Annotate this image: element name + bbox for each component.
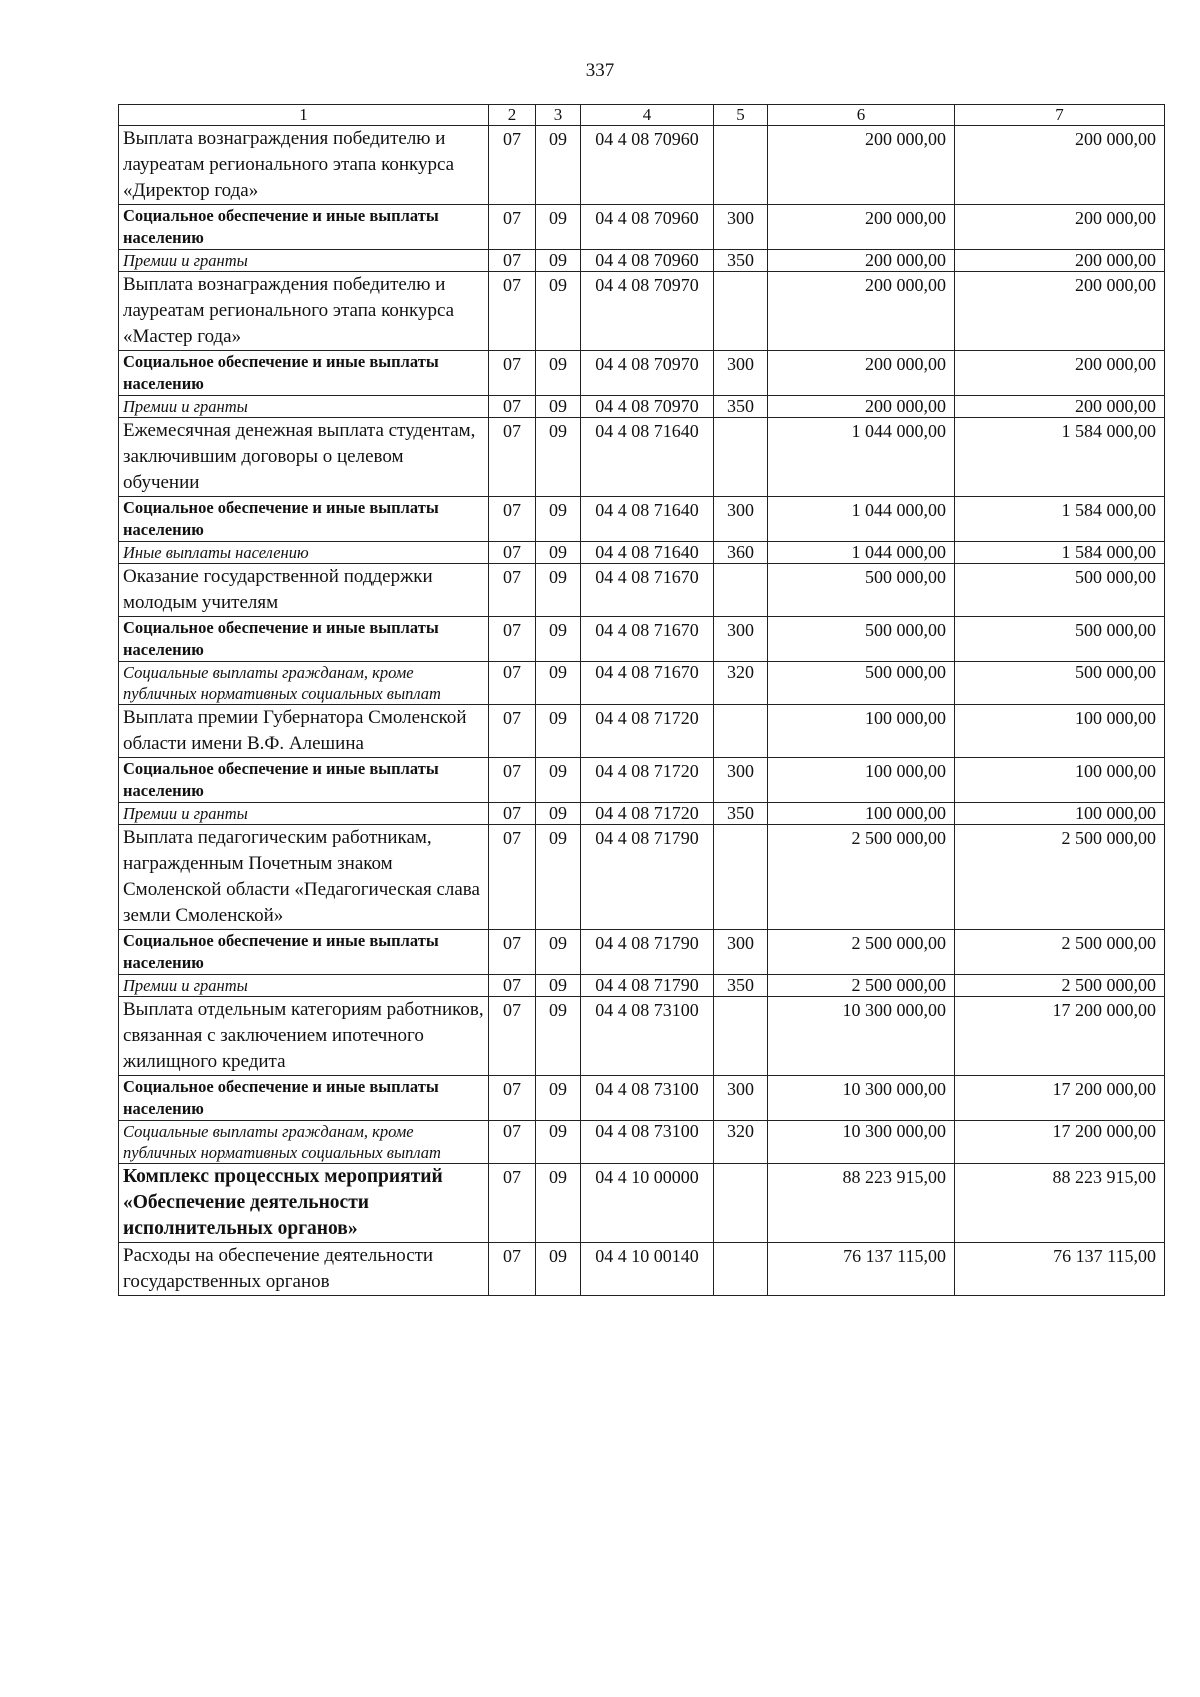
amount-year-1: 500 000,00 <box>768 662 955 705</box>
subsection-code: 09 <box>536 1076 581 1121</box>
target-article-code: 04 4 08 73100 <box>581 1121 714 1164</box>
table-body <box>119 105 1165 1296</box>
expense-type-code <box>714 564 768 617</box>
target-article-code: 04 4 08 71720 <box>581 758 714 803</box>
target-article-code: 04 4 08 70960 <box>581 205 714 250</box>
expense-type-code: 350 <box>714 803 768 825</box>
expense-type-code: 300 <box>714 351 768 396</box>
expense-type-code <box>714 997 768 1076</box>
table-row <box>119 351 1165 396</box>
amount-year-2: 1 584 000,00 <box>955 418 1165 497</box>
section-code: 07 <box>489 497 536 542</box>
target-article-code: 04 4 08 71790 <box>581 930 714 975</box>
amount-year-2: 100 000,00 <box>955 803 1165 825</box>
target-article-code: 04 4 08 71670 <box>581 617 714 662</box>
amount-year-1: 10 300 000,00 <box>768 997 955 1076</box>
amount-year-2: 500 000,00 <box>955 617 1165 662</box>
expense-type-code: 300 <box>714 617 768 662</box>
expense-type-code <box>714 126 768 205</box>
row-name: Социальные выплаты гражданам, кроме публичных нормативных социальных выплат <box>119 662 489 705</box>
table-row <box>119 542 1165 564</box>
header-cell: 5 <box>714 105 768 126</box>
page-number: 337 <box>585 60 615 81</box>
subsection-code: 09 <box>536 1164 581 1243</box>
row-name: Социальное обеспечение и иные выплаты населению <box>119 205 489 250</box>
subsection-code: 09 <box>536 705 581 758</box>
section-code: 07 <box>489 418 536 497</box>
section-code: 07 <box>489 997 536 1076</box>
amount-year-2: 1 584 000,00 <box>955 497 1165 542</box>
amount-year-1: 200 000,00 <box>768 396 955 418</box>
section-code: 07 <box>489 250 536 272</box>
subsection-code: 09 <box>536 126 581 205</box>
row-name: Выплата вознаграждения победителю и лауреатам регионального этапа конкурса «Директор года» <box>119 126 489 205</box>
section-code: 07 <box>489 272 536 351</box>
target-article-code: 04 4 10 00140 <box>581 1243 714 1296</box>
amount-year-1: 500 000,00 <box>768 617 955 662</box>
row-name: Выплата педагогическим работникам, награжденным Почетным знаком Смоленской области «Педагогическая слава земли Смоленской» <box>119 825 489 930</box>
amount-year-1: 2 500 000,00 <box>768 930 955 975</box>
row-name: Выплата отдельным категориям работников, связанная с заключением ипотечного жилищного кредита <box>119 997 489 1076</box>
subsection-code: 09 <box>536 825 581 930</box>
row-name: Выплата премии Губернатора Смоленской области имени В.Ф. Алешина <box>119 705 489 758</box>
section-code: 07 <box>489 705 536 758</box>
row-name: Премии и гранты <box>119 975 489 997</box>
table-row <box>119 617 1165 662</box>
amount-year-2: 88 223 915,00 <box>955 1164 1165 1243</box>
subsection-code: 09 <box>536 803 581 825</box>
amount-year-1: 100 000,00 <box>768 705 955 758</box>
amount-year-2: 100 000,00 <box>955 705 1165 758</box>
amount-year-1: 1 044 000,00 <box>768 418 955 497</box>
table-row <box>119 250 1165 272</box>
section-code: 07 <box>489 662 536 705</box>
expense-type-code: 360 <box>714 542 768 564</box>
expense-type-code: 320 <box>714 662 768 705</box>
amount-year-1: 10 300 000,00 <box>768 1076 955 1121</box>
amount-year-1: 88 223 915,00 <box>768 1164 955 1243</box>
target-article-code: 04 4 08 70970 <box>581 351 714 396</box>
table-row <box>119 1164 1165 1243</box>
subsection-code: 09 <box>536 997 581 1076</box>
row-name: Ежемесячная денежная выплата студентам, заключившим договоры о целевом обучении <box>119 418 489 497</box>
header-cell: 3 <box>536 105 581 126</box>
amount-year-2: 100 000,00 <box>955 758 1165 803</box>
target-article-code: 04 4 08 71790 <box>581 975 714 997</box>
amount-year-1: 200 000,00 <box>768 250 955 272</box>
row-name: Социальное обеспечение и иные выплаты населению <box>119 497 489 542</box>
target-article-code: 04 4 08 71640 <box>581 418 714 497</box>
amount-year-2: 17 200 000,00 <box>955 1121 1165 1164</box>
table-row <box>119 205 1165 250</box>
header-cell: 2 <box>489 105 536 126</box>
table-row <box>119 930 1165 975</box>
row-name: Комплекс процессных мероприятий «Обеспечение деятельности исполнительных органов» <box>119 1164 489 1243</box>
header-row <box>119 105 1165 126</box>
table-row <box>119 758 1165 803</box>
header-cell: 1 <box>119 105 489 126</box>
table-row <box>119 825 1165 930</box>
table-row <box>119 1243 1165 1296</box>
amount-year-1: 200 000,00 <box>768 126 955 205</box>
expense-type-code: 300 <box>714 758 768 803</box>
amount-year-1: 10 300 000,00 <box>768 1121 955 1164</box>
amount-year-1: 100 000,00 <box>768 803 955 825</box>
subsection-code: 09 <box>536 564 581 617</box>
section-code: 07 <box>489 825 536 930</box>
expense-type-code <box>714 1243 768 1296</box>
subsection-code: 09 <box>536 250 581 272</box>
table-row <box>119 497 1165 542</box>
subsection-code: 09 <box>536 205 581 250</box>
amount-year-2: 2 500 000,00 <box>955 975 1165 997</box>
amount-year-1: 500 000,00 <box>768 564 955 617</box>
target-article-code: 04 4 08 70960 <box>581 126 714 205</box>
expense-type-code: 350 <box>714 396 768 418</box>
row-name: Социальные выплаты гражданам, кроме публичных нормативных социальных выплат <box>119 1121 489 1164</box>
amount-year-2: 200 000,00 <box>955 250 1165 272</box>
target-article-code: 04 4 08 71670 <box>581 564 714 617</box>
subsection-code: 09 <box>536 617 581 662</box>
row-name: Социальное обеспечение и иные выплаты населению <box>119 1076 489 1121</box>
table-row <box>119 1076 1165 1121</box>
section-code: 07 <box>489 1164 536 1243</box>
row-name: Премии и гранты <box>119 803 489 825</box>
section-code: 07 <box>489 617 536 662</box>
section-code: 07 <box>489 205 536 250</box>
expense-type-code: 300 <box>714 497 768 542</box>
table-row <box>119 975 1165 997</box>
row-name: Иные выплаты населению <box>119 542 489 564</box>
amount-year-2: 200 000,00 <box>955 205 1165 250</box>
budget-table <box>118 104 1165 1296</box>
expense-type-code: 300 <box>714 205 768 250</box>
row-name: Социальное обеспечение и иные выплаты населению <box>119 930 489 975</box>
amount-year-1: 200 000,00 <box>768 351 955 396</box>
header-cell: 7 <box>955 105 1165 126</box>
section-code: 07 <box>489 930 536 975</box>
section-code: 07 <box>489 542 536 564</box>
section-code: 07 <box>489 1121 536 1164</box>
amount-year-2: 76 137 115,00 <box>955 1243 1165 1296</box>
expense-type-code <box>714 825 768 930</box>
amount-year-1: 76 137 115,00 <box>768 1243 955 1296</box>
subsection-code: 09 <box>536 396 581 418</box>
section-code: 07 <box>489 564 536 617</box>
amount-year-1: 1 044 000,00 <box>768 497 955 542</box>
amount-year-1: 2 500 000,00 <box>768 975 955 997</box>
row-name: Социальное обеспечение и иные выплаты населению <box>119 758 489 803</box>
target-article-code: 04 4 08 71790 <box>581 825 714 930</box>
subsection-code: 09 <box>536 351 581 396</box>
section-code: 07 <box>489 126 536 205</box>
expense-type-code: 300 <box>714 1076 768 1121</box>
subsection-code: 09 <box>536 1121 581 1164</box>
row-name: Премии и гранты <box>119 250 489 272</box>
table-row <box>119 418 1165 497</box>
amount-year-2: 2 500 000,00 <box>955 930 1165 975</box>
table-row <box>119 564 1165 617</box>
expense-type-code: 300 <box>714 930 768 975</box>
subsection-code: 09 <box>536 975 581 997</box>
table-row <box>119 1121 1165 1164</box>
table-row <box>119 396 1165 418</box>
expense-type-code <box>714 272 768 351</box>
target-article-code: 04 4 08 71670 <box>581 662 714 705</box>
table-row <box>119 272 1165 351</box>
section-code: 07 <box>489 396 536 418</box>
subsection-code: 09 <box>536 662 581 705</box>
section-code: 07 <box>489 351 536 396</box>
amount-year-1: 100 000,00 <box>768 758 955 803</box>
row-name: Расходы на обеспечение деятельности государственных органов <box>119 1243 489 1296</box>
subsection-code: 09 <box>536 1243 581 1296</box>
table-row <box>119 997 1165 1076</box>
expense-type-code <box>714 1164 768 1243</box>
amount-year-2: 500 000,00 <box>955 564 1165 617</box>
subsection-code: 09 <box>536 418 581 497</box>
section-code: 07 <box>489 803 536 825</box>
expense-type-code <box>714 705 768 758</box>
target-article-code: 04 4 08 70970 <box>581 272 714 351</box>
amount-year-1: 2 500 000,00 <box>768 825 955 930</box>
subsection-code: 09 <box>536 272 581 351</box>
section-code: 07 <box>489 1243 536 1296</box>
amount-year-2: 500 000,00 <box>955 662 1165 705</box>
header-cell: 6 <box>768 105 955 126</box>
amount-year-1: 200 000,00 <box>768 205 955 250</box>
subsection-code: 09 <box>536 930 581 975</box>
expense-type-code: 320 <box>714 1121 768 1164</box>
subsection-code: 09 <box>536 497 581 542</box>
amount-year-1: 200 000,00 <box>768 272 955 351</box>
amount-year-2: 200 000,00 <box>955 351 1165 396</box>
amount-year-2: 200 000,00 <box>955 272 1165 351</box>
row-name: Оказание государственной поддержки молодым учителям <box>119 564 489 617</box>
expense-type-code: 350 <box>714 975 768 997</box>
target-article-code: 04 4 08 71640 <box>581 497 714 542</box>
amount-year-2: 200 000,00 <box>955 126 1165 205</box>
table-row <box>119 803 1165 825</box>
amount-year-1: 1 044 000,00 <box>768 542 955 564</box>
amount-year-2: 17 200 000,00 <box>955 1076 1165 1121</box>
amount-year-2: 1 584 000,00 <box>955 542 1165 564</box>
amount-year-2: 2 500 000,00 <box>955 825 1165 930</box>
section-code: 07 <box>489 1076 536 1121</box>
expense-type-code: 350 <box>714 250 768 272</box>
section-code: 07 <box>489 758 536 803</box>
row-name: Социальное обеспечение и иные выплаты населению <box>119 351 489 396</box>
section-code: 07 <box>489 975 536 997</box>
header-cell: 4 <box>581 105 714 126</box>
row-name: Социальное обеспечение и иные выплаты населению <box>119 617 489 662</box>
target-article-code: 04 4 08 71640 <box>581 542 714 564</box>
table-row <box>119 662 1165 705</box>
row-name: Премии и гранты <box>119 396 489 418</box>
target-article-code: 04 4 08 70960 <box>581 250 714 272</box>
expense-type-code <box>714 418 768 497</box>
subsection-code: 09 <box>536 542 581 564</box>
target-article-code: 04 4 08 73100 <box>581 1076 714 1121</box>
table-row <box>119 126 1165 205</box>
target-article-code: 04 4 08 71720 <box>581 705 714 758</box>
target-article-code: 04 4 10 00000 <box>581 1164 714 1243</box>
subsection-code: 09 <box>536 758 581 803</box>
target-article-code: 04 4 08 71720 <box>581 803 714 825</box>
target-article-code: 04 4 08 70970 <box>581 396 714 418</box>
amount-year-2: 17 200 000,00 <box>955 997 1165 1076</box>
amount-year-2: 200 000,00 <box>955 396 1165 418</box>
row-name: Выплата вознаграждения победителю и лауреатам регионального этапа конкурса «Мастер года» <box>119 272 489 351</box>
target-article-code: 04 4 08 73100 <box>581 997 714 1076</box>
table-row <box>119 705 1165 758</box>
